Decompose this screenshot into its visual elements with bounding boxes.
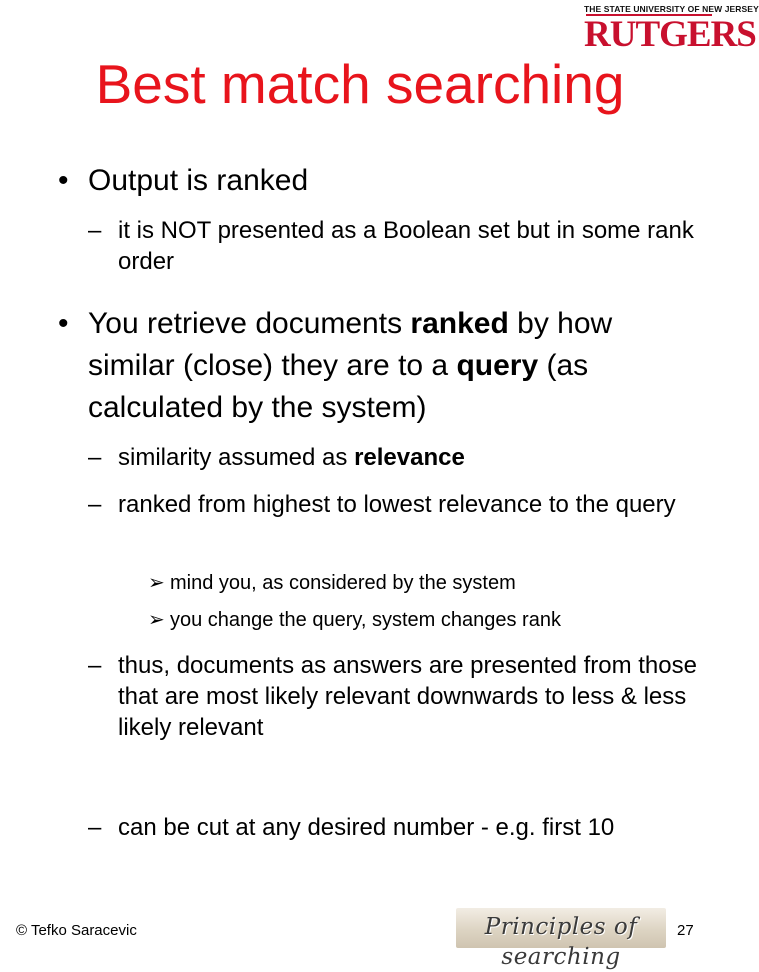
bullet-text: • You retrieve documents ranked by how similar (close) they are to a query (as calculated by the system) bbox=[58, 303, 698, 429]
slide-title: Best match searching bbox=[95, 53, 625, 115]
logo-wordmark: RUTGERS bbox=[584, 14, 756, 55]
bullet-marker: • bbox=[58, 164, 69, 197]
subitem-not-boolean: – it is NOT presented as a Boolean set but in some rank order bbox=[88, 217, 694, 275]
logo-tagline: THE STATE UNIVERSITY OF NEW JERSEY bbox=[584, 4, 759, 14]
page-number: 27 bbox=[677, 922, 694, 939]
bullet-output-ranked bbox=[58, 160, 698, 202]
banner-text: Principles of searching bbox=[484, 914, 638, 970]
copyright: © Tefko Saracevic bbox=[16, 922, 137, 939]
bullet-marker: • bbox=[58, 307, 69, 340]
dash-marker: – bbox=[88, 444, 102, 471]
subsub-change-query: ➢ you change the query, system changes rank bbox=[148, 609, 561, 631]
bullet-retrieve-ranked bbox=[58, 303, 698, 429]
arrow-marker: ➢ bbox=[148, 609, 165, 631]
dash-marker: – bbox=[88, 814, 102, 841]
subitem-ranked-highest: – ranked from highest to lowest relevance to the query bbox=[88, 491, 676, 518]
subsub-mind-you: ➢ mind you, as considered by the system bbox=[148, 572, 516, 594]
arrow-marker: ➢ bbox=[148, 572, 165, 594]
dash-marker: – bbox=[88, 491, 102, 518]
subitem-thus-documents: – thus, documents as answers are presented from those that are most likely relevant downwards to less & less likely relevant bbox=[88, 652, 697, 741]
rutgers-logo bbox=[584, 4, 759, 55]
bullet-text: • Output is ranked bbox=[58, 160, 698, 202]
subitem-similarity: – similarity assumed as relevance bbox=[88, 444, 465, 471]
subitem-cut-number: – can be cut at any desired number - e.g. first 10 bbox=[88, 814, 615, 841]
dash-marker: – bbox=[88, 652, 102, 679]
principles-banner bbox=[456, 908, 666, 970]
dash-marker: – bbox=[88, 217, 102, 244]
